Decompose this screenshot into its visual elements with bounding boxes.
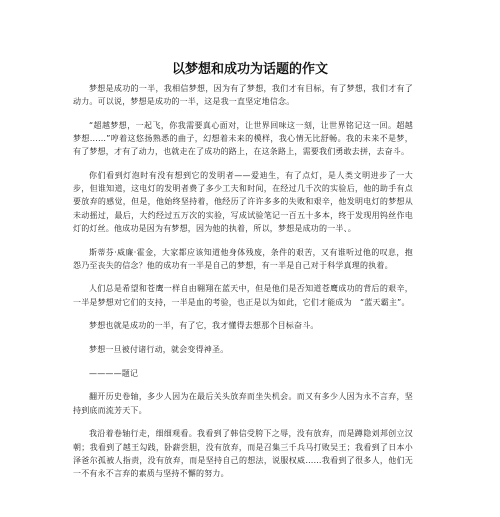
paragraph: 梦想也就是成功的一半，有了它，我才懂得去想那个目标奋斗。 bbox=[89, 321, 319, 331]
paragraph: 梦想一旦被付诸行动，就会变得神圣。 bbox=[89, 345, 229, 355]
paragraph: 你们看到灯泡时有没有想到它的发明者——爱迪生，有了点灯，是人类文明进步了一大步，但谁知道，这电灯的发明者费了多少工夫和时间，在经过几千次的实验后，他的助手有点要放弃的感觉，但是，他始终坚持着，他经历了许许多多的失败和艰辛，他发明电灯的梦想从未动摇过，最后，大约经过五万次的实验，写成试验笔记一百五十多本，终于发现用钨丝作电灯的灯丝。他成功是因为有梦想，因为他的执着，所以，梦想是成功的一半、。 bbox=[73, 171, 413, 233]
document-title: 以梦想和成功为话题的作文 bbox=[171, 62, 328, 77]
paragraph: 斯蒂芬·威廉·霍金，大家都应该知道他身体残废，条件的艰苦，又有谁听过他的叹息，抱怨乃至丧失的信念？他的成功有一半是自己的梦想，有一半是自己对于科学真理的执着。 bbox=[73, 247, 413, 270]
paragraph: 翻开历史卷轴，多少人因为在最后关头放弃而坐失机会。而又有多少人因为永不言弃，坚持到底而流芳天下。 bbox=[73, 392, 413, 415]
paragraph: 我沿着卷轴行走，细细观看。我看到了韩信受胯下之辱，没有放弃，而是蹲隐刘邦创立汉朝；我看到了越王勾践，卧薪尝胆，没有放弃，而是召集三千兵马打败吴王；我看到了日本小泽爸尔孤被人指责，没有放弃，而是坚持自己的想法，说服权威……我看到了很多人，他们无一不有永不言弃的素质与坚持不懈的努力。 bbox=[73, 429, 413, 478]
epigraph-attribution: ————题记 bbox=[89, 368, 139, 378]
paragraph: “超越梦想，一起飞，你我需要真心面对，让世界回味这一刻，让世界铭记这一回。超越梦想……”哼着这悠扬熟悉的曲子，幻想着未来的模样，我心情无比舒畅。我的未来不是梦，有了梦想，才有了动力，也就走在了成功的路上，在这条路上，需要我们勇敢去拼，去奋斗。 bbox=[73, 120, 413, 157]
paragraph: 人们总是希望和苍鹰一样自由翱翔在蓝天中，但是他们是否知道苍鹰成功的背后的艰辛，一半是梦想对它们的支持，一半是血的考验，也正是以为如此，它们才能成为 “蓝天霸主”。 bbox=[73, 284, 413, 307]
paragraph: 梦想是成功的一半，我相信梦想，因为有了梦想，我们才有目标，有了梦想，我们才有了动力。可以说，梦想是成功的一半，这是我一直坚定地信念。 bbox=[73, 84, 413, 107]
document-body bbox=[73, 82, 413, 491]
